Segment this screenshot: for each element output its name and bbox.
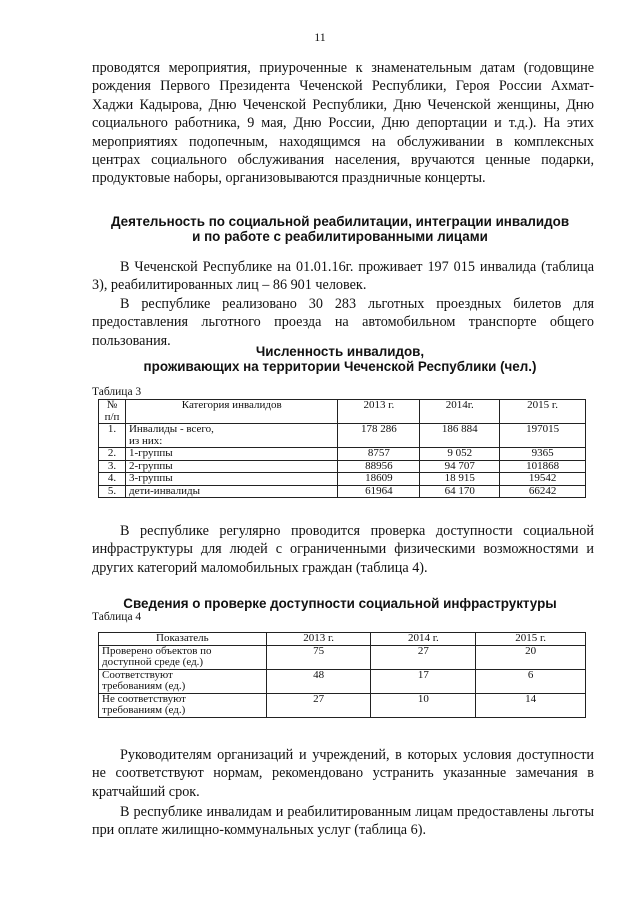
table-row	[99, 424, 586, 448]
value-2014: 18 915	[420, 473, 500, 486]
value-2013: 61964	[338, 485, 420, 498]
value-2015: 9365	[500, 448, 586, 461]
page-number: 11	[314, 30, 326, 44]
value-2015: 19542	[500, 473, 586, 486]
row-num: 5.	[99, 485, 126, 498]
value-2014: 10	[371, 693, 476, 717]
table3-caption: Таблица 3	[92, 386, 142, 398]
row-indicator-line2: доступной среде (ед.)	[102, 656, 204, 668]
table4-header-2014: 2014 г.	[371, 633, 476, 646]
row-indicator	[99, 645, 267, 669]
value-2013: 75	[266, 645, 371, 669]
recommend-paragraph: Руководителям организаций и учреждений, в которых условия доступности не соответствуют нормам, рекомендовано устранить указанные замечания в кратчайший срок.	[92, 747, 594, 800]
value-2013: 48	[266, 669, 371, 693]
row-category	[125, 424, 337, 448]
value-2013: 27	[266, 693, 371, 717]
value-2014: 186 884	[420, 424, 500, 448]
table3-header-num-line2: п/п	[104, 410, 120, 423]
table3-header-2014: 2014г.	[420, 400, 500, 424]
value-2013: 8757	[338, 448, 420, 461]
table4-caption: Таблица 4	[92, 611, 142, 623]
value-2013: 178 286	[338, 424, 420, 448]
value-2014: 27	[371, 645, 476, 669]
table3-header-num-line1: №	[106, 399, 118, 411]
row-category-sublabel: из них:	[128, 434, 163, 447]
benefits-paragraph: В республике инвалидам и реабилитированным лицам предоставлены льготы при оплате жилищно-коммунальных услуг (таблица 6).	[92, 804, 594, 839]
table-row	[99, 669, 586, 693]
value-2015: 101868	[500, 460, 586, 473]
value-2013: 88956	[338, 460, 420, 473]
value-2015: 197015	[500, 424, 586, 448]
table-row	[99, 645, 586, 669]
row-num: 4.	[99, 473, 126, 486]
row-category: дети-инвалиды	[125, 485, 337, 498]
row-indicator-line2: требованиям (ед.)	[102, 704, 186, 716]
table3	[98, 399, 586, 498]
table-row	[99, 460, 586, 473]
row-indicator-line1: Соответствуют	[102, 668, 173, 681]
table-row	[99, 448, 586, 461]
value-2015: 14	[476, 693, 586, 717]
table3-title	[80, 344, 600, 374]
table4-header-indicator: Показатель	[99, 633, 267, 646]
table4-header-2013: 2013 г.	[266, 633, 371, 646]
table-row	[99, 473, 586, 486]
section-heading-line1: Деятельность по социальной реабилитации, интеграции инвалидов	[110, 214, 570, 229]
section-heading-line2: и по работе с реабилитированными лицами	[192, 229, 488, 244]
value-2014: 64 170	[420, 485, 500, 498]
value-2015: 6	[476, 669, 586, 693]
row-num: 3.	[99, 460, 126, 473]
table3-title-line1: Численность инвалидов,	[255, 344, 425, 359]
table3-header-category: Категория инвалидов	[125, 400, 337, 424]
row-indicator-line1: Проверено объектов по	[102, 644, 212, 657]
table-row	[99, 693, 586, 717]
row-indicator-line1: Не соответствуют	[102, 692, 186, 705]
row-indicator	[99, 693, 267, 717]
row-category-label: Инвалиды - всего,	[128, 423, 214, 435]
table4-header-row	[99, 633, 586, 646]
row-num: 1.	[99, 424, 126, 448]
row-category: 3-группы	[125, 473, 337, 486]
row-category: 1-группы	[125, 448, 337, 461]
row-indicator-line2: требованиям (ед.)	[102, 680, 186, 692]
table3-title-line2: проживающих на территории Чеченской Республики (чел.)	[143, 359, 537, 374]
value-2013: 18609	[338, 473, 420, 486]
table3-header-num	[99, 400, 126, 424]
intro-paragraph: проводятся мероприятия, приуроченные к знаменательным датам (годовщине рождения Первого Президента Чеченской Республики, Героя России Ахмат-Хаджи Кадырова, Дню Чеченской Республики, Дню Чеченской женщины, Дню социального работника, 9 мая, Дню России, Дню депортации и т.д.). На этих мероприятиях подопечным, находящимся на обслуживании в комплексных центрах социального обслуживания населения, вручаются ценные подарки, продуктовые наборы, организовываются праздничные концерты.	[92, 60, 594, 187]
value-2015: 66242	[500, 485, 586, 498]
table4	[98, 632, 586, 718]
table3-header-2015: 2015 г.	[500, 400, 586, 424]
tickets-paragraph: В республике реализовано 30 283 льготных проездных билетов для предоставления льготного проезда на автомобильном транспорте общего пользования.	[92, 296, 594, 349]
table3-header-2013: 2013 г.	[338, 400, 420, 424]
value-2014: 17	[371, 669, 476, 693]
table4-title: Сведения о проверке доступности социальной инфраструктуры	[123, 596, 557, 611]
table4-header-2015: 2015 г.	[476, 633, 586, 646]
table3-header-row	[99, 400, 586, 424]
section-heading	[80, 214, 600, 244]
check-paragraph: В республике регулярно проводится проверка доступности социальной инфраструктуры для людей с ограниченными физическими возможностями и других категорий маломобильных граждан (таблица 4).	[92, 523, 594, 576]
row-indicator	[99, 669, 267, 693]
value-2014: 9 052	[420, 448, 500, 461]
row-num: 2.	[99, 448, 126, 461]
population-paragraph: В Чеченской Республике на 01.01.16г. проживает 197 015 инвалида (таблица 3), реабилитированных лиц – 86 901 человек.	[92, 259, 594, 294]
value-2014: 94 707	[420, 460, 500, 473]
row-category: 2-группы	[125, 460, 337, 473]
value-2015: 20	[476, 645, 586, 669]
table-row	[99, 485, 586, 498]
